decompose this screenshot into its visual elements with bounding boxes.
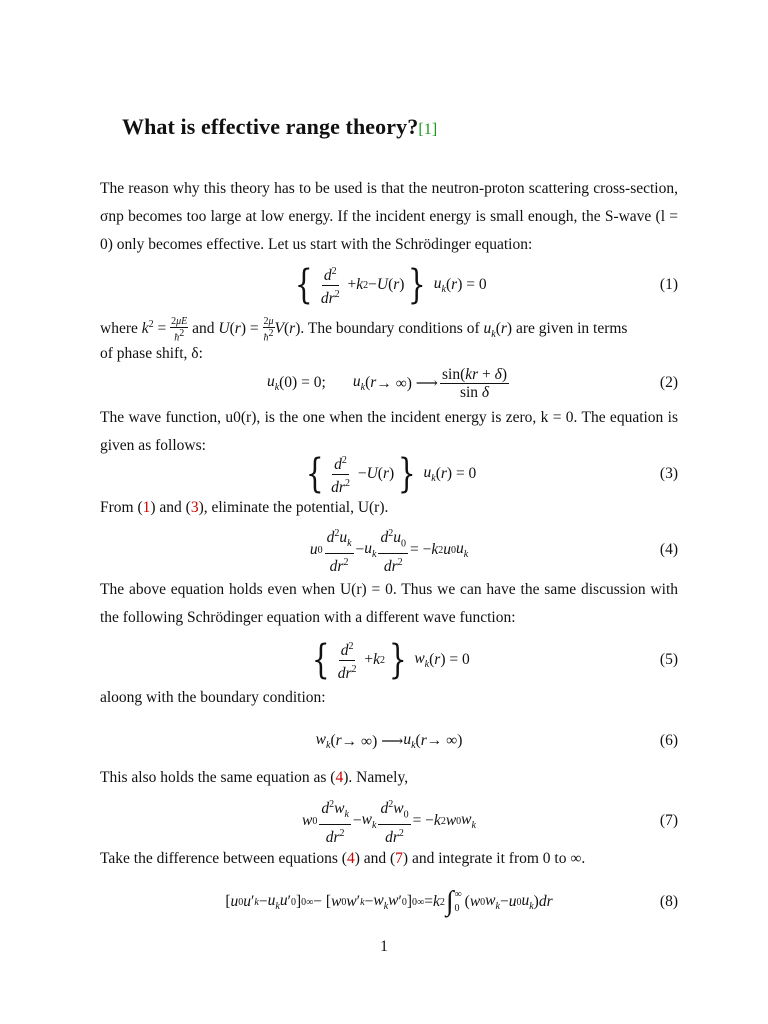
- paragraph-free-equation: The above equation holds even when U(r) = 0. Thus we can have the same discussion with the following Schrödinger equation with a different wave function:: [100, 581, 678, 626]
- page-number: 1: [380, 938, 388, 955]
- citation-link[interactable]: [1]: [418, 121, 438, 138]
- paragraph-where-line2: of phase shift, δ:: [100, 345, 203, 362]
- paragraph-eliminate: From (1) and (3), eliminate the potential, U(r).: [100, 499, 389, 516]
- paragraph-where: where $k^2$ = $\frac{2\mu E}{ħ^2}$ and U(r) = $\frac{2\mu}{ħ^2}$ V(r). The boundary conditions of $u_k(r)$ are given in terms: [100, 316, 628, 344]
- equation-ref-link[interactable]: 4: [346, 850, 355, 867]
- section-title: What is effective range theory?[1]: [122, 114, 438, 139]
- paragraph-same-equation: This also holds the same equation as (4). Namely,: [100, 769, 409, 786]
- equation-5: { $\frac{d^2}{dr^2}$ + k 2 } $w_k$ ( r ) = 0 (5): [312, 637, 678, 683]
- equation-number: (1): [659, 276, 678, 293]
- equation-1: { $\frac{d^2}{dr^2}$ + k 2 − U ( r ) } $u_k$ ( r ) = 0 (1): [295, 262, 678, 308]
- equation-ref-link[interactable]: 4: [335, 769, 344, 786]
- equation-8: [ u 0 u ′ k − $u_ku$ ′ 0 ] 0 ∞ − [ w 0 w ′ k − $w_kw$ ′ 0 ] 0 ∞ = k 2 ∫ ∞ 0 ( w 0 $w_k$ − u 0 $u_k$ ) dr (8): [225, 886, 678, 917]
- equation-number: (6): [659, 732, 678, 749]
- equation-ref-link[interactable]: 7: [395, 850, 403, 867]
- equation-2: $u_k$ (0) = 0; $u_k$ ( r → ∞) ⟶ $\frac{\sin(kr + \delta)}{\text{sin δ}}$ (2): [266, 365, 678, 401]
- equation-number: (8): [659, 893, 678, 910]
- equation-number: (2): [659, 374, 678, 391]
- equation-ref-link[interactable]: 1: [142, 499, 151, 516]
- equation-4: u 0 $\frac{d^2u_k}{dr^2}$ − $u_k$ $\frac{d^2u_0}{dr^2}$ = − k 2 u 0 $u_k$ (4): [100, 528, 678, 572]
- paragraph-boundary: aloong with the boundary condition:: [100, 689, 326, 706]
- equation-ref-link[interactable]: 3: [190, 499, 199, 516]
- equation-number: (5): [659, 651, 678, 668]
- equation-number: (4): [659, 541, 678, 558]
- equation-3: { $\frac{d^2}{dr^2}$ − U ( r ) } $u_k$ ( r ) = 0 (3): [305, 451, 678, 497]
- paragraph-difference: Take the difference between equations (4) and (7) and integrate it from 0 to ∞.: [100, 850, 586, 867]
- paragraph-zero-energy: The wave function, u0(r), is the one when the incident energy is zero, k = 0. The equation is given as follows:: [100, 409, 678, 454]
- equation-6: $w_k$ ( r → ∞) ⟶ $u_k$ ( r → ∞) (6): [315, 730, 678, 752]
- equation-7: w 0 $\frac{d^2w_k}{dr^2}$ − $w_k$ $\frac{d^2w_0}{dr^2}$ = − k 2 w 0 $w_k$ (7): [100, 798, 678, 844]
- equation-number: (7): [659, 812, 678, 829]
- equation-number: (3): [659, 465, 678, 482]
- paragraph-intro: The reason why this theory has to be used is that the neutron-proton scattering cross-section, σnp becomes too large at low energy. If the incident energy is small enough, the S-wave (l = 0) only becomes effective. Let us start with the Schrödinger equation:: [100, 180, 678, 253]
